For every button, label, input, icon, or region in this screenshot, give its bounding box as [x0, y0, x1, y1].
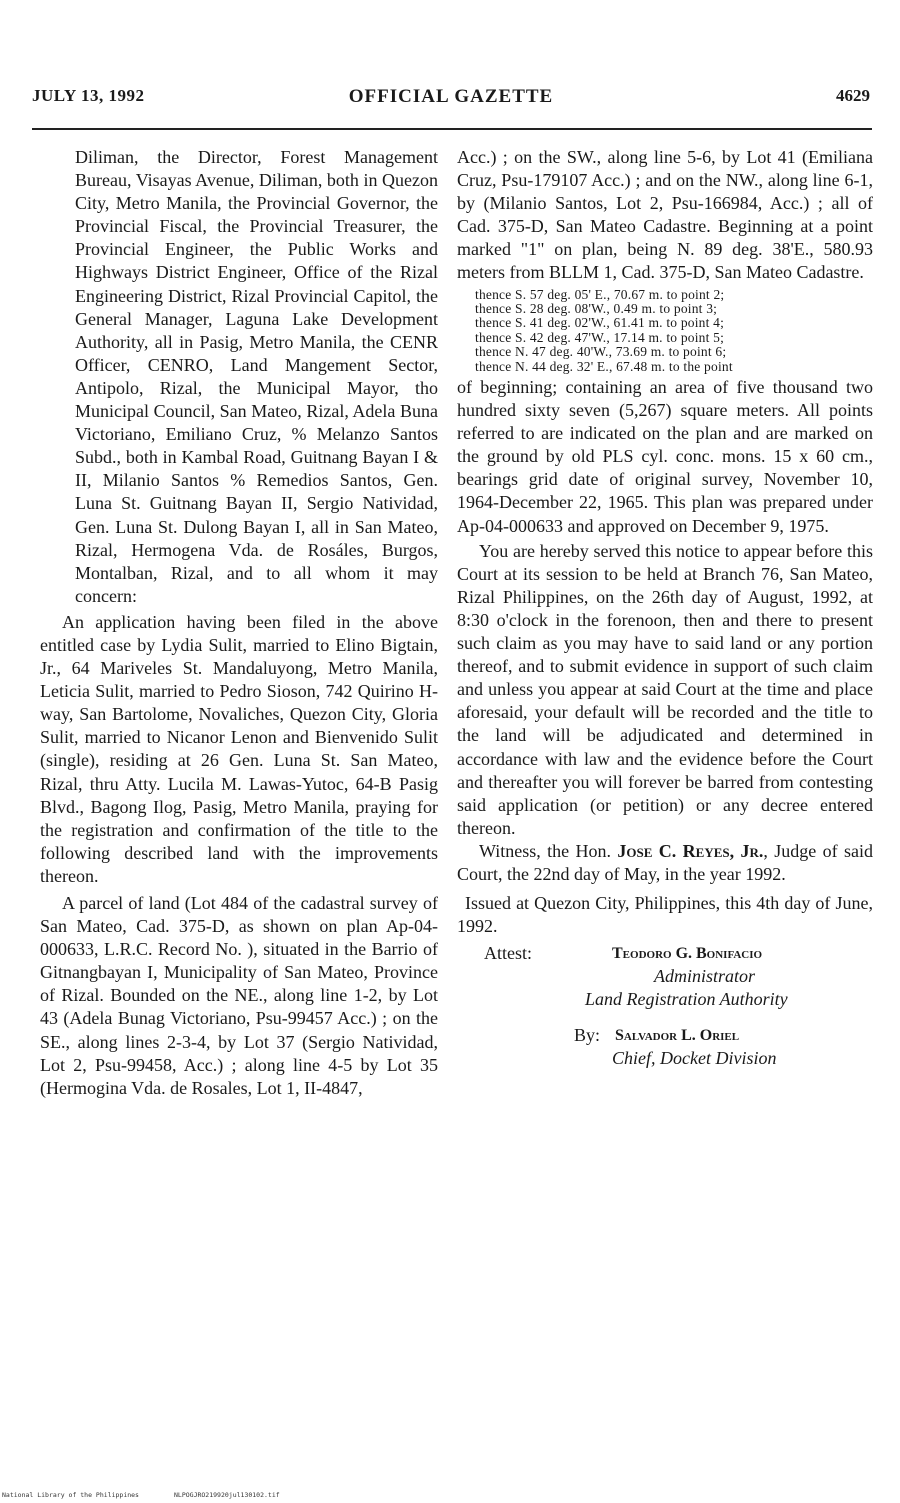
attestation-block [457, 942, 873, 1068]
witness-prefix: Witness, the Hon. [479, 840, 612, 861]
addressee-list: Diliman, the Director, Forest Management Bureau, Visayas Avenue, Diliman, both in Quezon City, Metro Manila, the Provincial Governor, the Provincial Fiscal, the Provincial Treasurer, the Provincial Engineer, the Public Works and Highways District Engineer, Office of the Rizal Engineering District, Rizal Provincial Capitol, the General Manager, Laguna Lake Development Authority, all in Pasig, Metro Manila, the CENR Officer, CENRO, Land Mangement Sector, Antipolo, Rizal, the Municipal Mayor, tho Municipal Council, San Mateo, Rizal, Adela Buna Victoriano, Emiliano Cruz, % Melanzo Santos Subd., both in Kambal Road, Guitnang Bayan I & II, Milanio Santos % Remedios Santos, Gen. Luna St. Guitnang Bayan II, Sergio Natividad, Gen. Luna St. Dulong Bayan I, all in San Mateo, Rizal, Hermogena Vda. de Rosáles, Burgos, Montalban, Rizal, and to all whom it may concern: [75, 147, 438, 606]
witness-paragraph [457, 840, 873, 886]
file-reference: NLPOGJRO219920jul130102.tif [174, 1491, 280, 1499]
right-column [457, 146, 873, 1068]
bearing-line: thence S. 28 deg. 08'W., 0.49 m. to point 3; [475, 300, 718, 316]
technical-description [457, 288, 873, 374]
application-paragraph: An application having been filed in the above entitled case by Lydia Sulit, married to Elino Bigtain, Jr., 64 Mariveles St. Mandaluyong, Metro Manila, Leticia Sulit, married to Pedro Sioson, 742 Quirino H-way, San Bartolome, Novaliches, Quezon City, Gloria Sulit, married to Nicanor Lenon and Bienvenido Sulit (single), residing at 26 Gen. Luna St. San Mateo, Rizal, thru Atty. Lucila M. Lawas-Yutoc, 64-B Pasig Blvd., Bagong Ilog, Pasig, Metro Manila, praying for the registration and confirmation of the title to the following described land with the improvements thereon. [40, 611, 438, 886]
header-rule [32, 128, 872, 130]
page-header [32, 86, 870, 116]
issued-paragraph: Issued at Quezon City, Philippines, this 4th day of June, 1992. [457, 893, 873, 937]
administrator-name: Teodoro G. Bonifacio [612, 945, 763, 963]
authority-name: Land Registration Authority [585, 989, 788, 1010]
bearing-line: thence N. 44 deg. 32' E., 67.48 m. to the point [475, 358, 733, 374]
bearing-line: thence S. 57 deg. 05' E., 70.67 m. to point 2; [475, 286, 725, 302]
bearing-line: thence S. 42 deg. 47'W., 17.14 m. to point 5; [475, 329, 725, 345]
judge-name: Jose C. Reyes, Jr. [617, 840, 764, 861]
area-paragraph: of beginning; containing an area of five thousand two hundred sixty seven (5,267) square meters. All points referred to are indicated on the plan and are marked on the ground by old PLS cyl. conc. mons. 15 x 60 cm., bearings grid date of original survey, November 10, 1964-December 22, 1965. This plan was prepared under Ap-04-000633 and approved on December 9, 1975. [457, 377, 873, 536]
left-column [40, 146, 438, 1100]
docket-chief-name: Salvador L. Oriel [615, 1027, 740, 1045]
bearing-line: thence S. 41 deg. 02'W., 61.41 m. to point 4; [475, 315, 725, 331]
scan-footer [0, 1491, 900, 1501]
by-label: By: [574, 1025, 601, 1046]
administrator-title: Administrator [654, 966, 756, 987]
docket-chief-title: Chief, Docket Division [612, 1048, 777, 1069]
notice-paragraph: You are hereby served this notice to appear before this Court at its session to be held at Branch 76, San Mateo, Rizal Philippines, on the 26th day of August, 1992, at 8:30 o'clock in the forenoon, then and there to present such claim as you may have to said land or any portion thereof, and to submit evidence in support of such claim and unless you appear at said Court at the time and place aforesaid, your default will be recorded and the title to the land will be adjudicated and determined in accordance with law and the evidence before the Court and thereafter you will forever be barred from contesting said application (or petition) or any decree entered thereon. [457, 540, 873, 838]
parcel-description: A parcel of land (Lot 484 of the cadastral survey of San Mateo, Cad. 375-D, as shown on plan Ap-04-000633, L.R.C. Record No. ), situated in the Barrio of Gitnangbayan I, Municipality of San Mateo, Province of Rizal. Bounded on the NE., along line 1-2, by Lot 43 (Adela Bunag Victoriano, Psu-99457 Acc.) ; on the SE., along lines 2-3-4, by Lot 37 (Sergio Natividad, Lot 2, Psu-99458, Acc.) ; along line 4-5 by Lot 35 (Hermogina Vda. de Rosales, Lot 1, II-4847, [40, 893, 438, 1098]
publication-title: OFFICIAL GAZETTE [348, 86, 554, 107]
issue-date: JULY 13, 1992 [32, 86, 145, 105]
library-credit: National Library of the Philippines [2, 1491, 139, 1499]
attest-label: Attest: [484, 943, 532, 964]
parcel-description-continued: Acc.) ; on the SW., along line 5-6, by Lot 41 (Emiliana Cruz, Psu-179107 Acc.) ; and on the NW., along line 6-1, by (Milanio Santos, Lot 2, Psu-166984, Acc.) ; all of Cad. 375-D, San Mateo Cadastre. Beginning at a point marked "1" on plan, being N. 89 deg. 38'E., 580.93 meters from BLLM 1, Cad. 375-D, San Mateo Cadastre. [457, 147, 873, 283]
page-number: 4629 [836, 86, 870, 105]
witness-suffix: , Judge of said Court, the 22nd day of May, in the year 1992. [457, 840, 874, 884]
bearing-line: thence N. 47 deg. 40'W., 73.69 m. to point 6; [475, 344, 727, 360]
